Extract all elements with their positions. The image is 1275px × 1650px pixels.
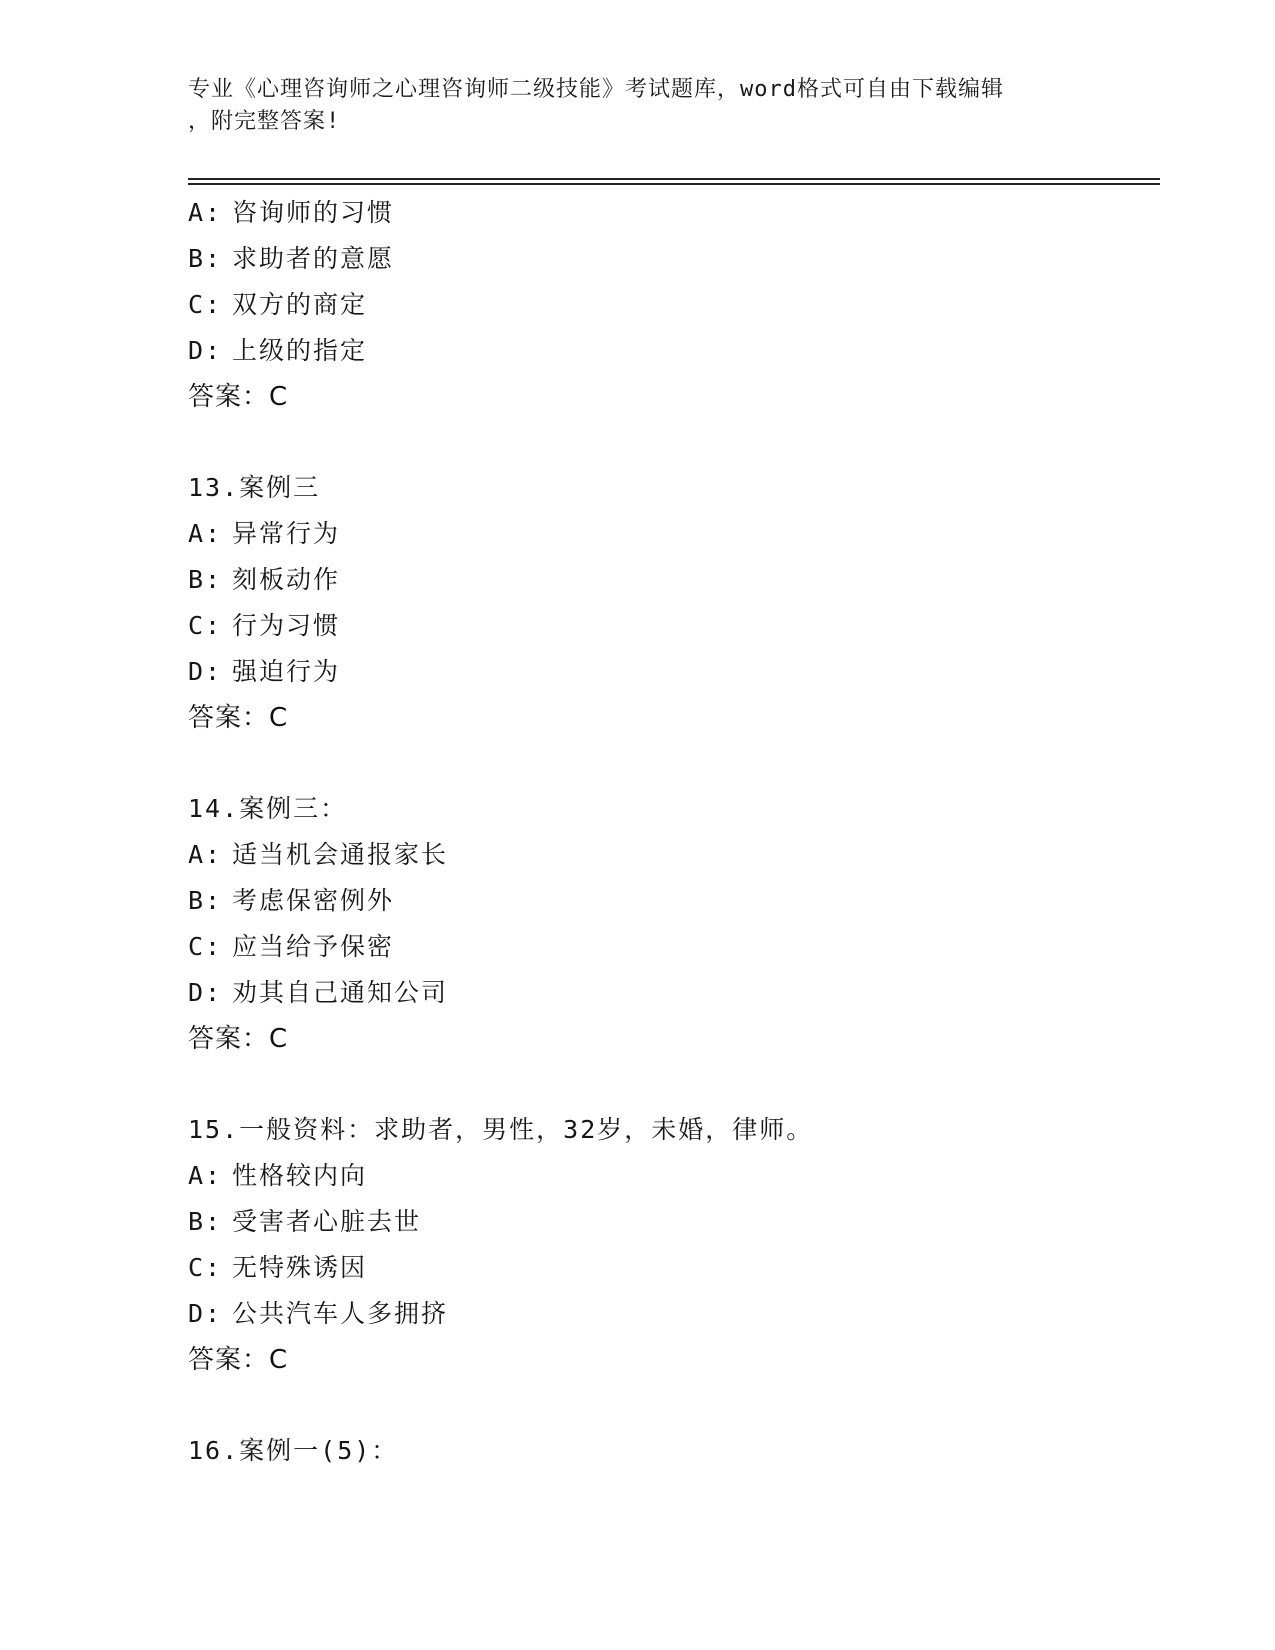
- option-text: 刻板动作: [232, 565, 341, 594]
- option-letter: A:: [188, 198, 223, 227]
- option-c: [188, 282, 1148, 328]
- option-a: [188, 832, 1148, 878]
- option-letter: B:: [188, 565, 223, 594]
- question-content: [188, 190, 1148, 1474]
- option-text: 无特殊诱因: [232, 1253, 368, 1282]
- question-title: 16.案例一(5)：: [188, 1436, 399, 1465]
- option-b: [188, 1199, 1148, 1245]
- option-letter: C:: [188, 1253, 223, 1282]
- option-b: [188, 878, 1148, 924]
- option-letter: B:: [188, 244, 223, 273]
- option-letter: C:: [188, 290, 223, 319]
- option-a: [188, 511, 1148, 557]
- option-c: [188, 603, 1148, 649]
- option-b: [188, 236, 1148, 282]
- answer-line: 答案：C: [188, 1345, 289, 1375]
- option-text: 求助者的意愿: [232, 244, 395, 273]
- option-text: 受害者心脏去世: [232, 1207, 422, 1236]
- option-letter: C:: [188, 932, 223, 961]
- option-letter: A:: [188, 840, 223, 869]
- spacer: [188, 741, 1148, 786]
- option-a: [188, 190, 1148, 236]
- option-text: 异常行为: [232, 519, 341, 548]
- option-letter: D:: [188, 657, 223, 686]
- option-d: [188, 328, 1148, 374]
- header-divider-top: [188, 178, 1160, 180]
- answer-line: 答案：C: [188, 1024, 289, 1054]
- option-d: [188, 1291, 1148, 1337]
- option-text: 劝其自己通知公司: [232, 978, 449, 1007]
- option-text: 咨询师的习惯: [232, 198, 395, 227]
- option-letter: A:: [188, 1161, 223, 1190]
- option-text: 公共汽车人多拥挤: [232, 1299, 449, 1328]
- option-text: 行为习惯: [232, 611, 341, 640]
- option-letter: B:: [188, 1207, 223, 1236]
- option-text: 适当机会通报家长: [232, 840, 449, 869]
- spacer: [188, 1062, 1148, 1107]
- option-text: 双方的商定: [232, 290, 368, 319]
- answer-line: 答案：C: [188, 703, 289, 733]
- option-text: 考虑保密例外: [232, 886, 395, 915]
- option-letter: B:: [188, 886, 223, 915]
- header-line-2: ，附完整答案!: [188, 109, 341, 134]
- option-d: [188, 970, 1148, 1016]
- spacer: [188, 1383, 1148, 1428]
- option-text: 性格较内向: [232, 1161, 368, 1190]
- option-letter: C:: [188, 611, 223, 640]
- option-letter: D:: [188, 336, 223, 365]
- option-letter: A:: [188, 519, 223, 548]
- option-d: [188, 649, 1148, 695]
- question-title: 14.案例三：: [188, 794, 348, 823]
- option-letter: D:: [188, 978, 223, 1007]
- option-text: 应当给予保密: [232, 932, 395, 961]
- option-c: [188, 1245, 1148, 1291]
- document-header: [188, 74, 1088, 138]
- header-divider-bottom: [188, 183, 1160, 185]
- question-title: 15.一般资料：求助者，男性，32岁，未婚，律师。: [188, 1115, 814, 1144]
- answer-line: 答案：C: [188, 382, 289, 412]
- option-text: 上级的指定: [232, 336, 368, 365]
- spacer: [188, 420, 1148, 465]
- header-line-1: 专业《心理咨询师之心理咨询师二级技能》考试题库，word格式可自由下载编辑: [188, 77, 1004, 102]
- question-title: 13.案例三: [188, 473, 321, 502]
- option-a: [188, 1153, 1148, 1199]
- option-b: [188, 557, 1148, 603]
- option-letter: D:: [188, 1299, 223, 1328]
- option-text: 强迫行为: [232, 657, 341, 686]
- option-c: [188, 924, 1148, 970]
